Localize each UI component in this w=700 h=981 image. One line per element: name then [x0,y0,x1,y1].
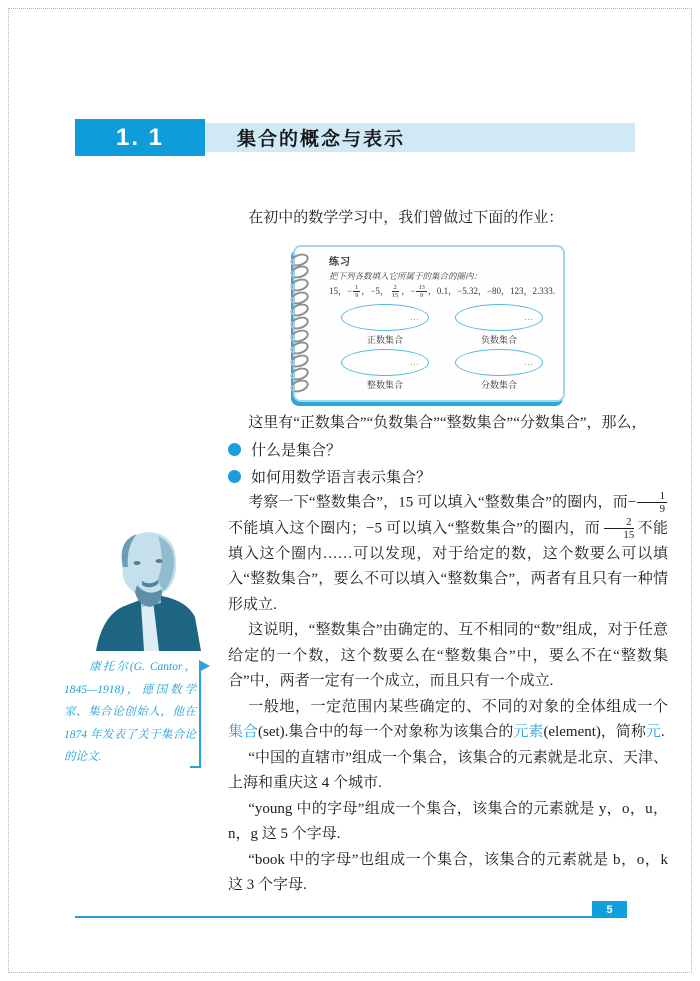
page-number-badge: 5 [592,901,627,918]
set-ovals-grid [329,304,555,391]
body-paragraph: “中国的直辖市”组成一个集合，该集合的元素就是北京、天津、上海和重庆这 4 个城市. [228,749,668,792]
intro-paragraph: 在初中的数学学习中，我们曾做过下面的作业： [248,210,564,226]
exercise-notebook-card [293,245,565,402]
set-cell [341,304,429,346]
body-paragraph: 这说明，“整数集合”由确定的、互不相同的“数”组成，对于任意给定的一个数，这个数要么在“整数集合”中，要么不在“整数集合”中，两者一定有一个成立，而且只有一个成立. [228,622,668,690]
question-text: 如何用数学语言表示集合？ [251,470,432,486]
section-header [75,119,635,156]
set-cell [455,304,543,346]
cantor-caption-text: 康托尔(G. Cantor，1845—1918)，德国数学家、集合论创始人，他在 1874 年发表了关于集合论的论文. [64,661,196,763]
set-label: 负数集合 [480,335,517,346]
body-paragraph: “young 中的字母”组成一个集合，该集合的元素就是 y，o，u，n，g 这 5 个字母. [228,800,668,843]
body-paragraph: “book 中的字母”也组成一个集合，该集合的元素就是 b，o，k 这 3 个字母. [228,851,668,894]
set-oval [455,349,543,376]
set-cell [455,349,543,391]
bullet-dot-icon [228,443,241,456]
set-label: 分数集合 [480,380,517,391]
footer-rule [75,916,592,918]
section-number: 1. 1 [75,119,205,156]
set-cell [341,349,429,391]
set-oval [341,349,429,376]
cantor-portrait-image [88,521,206,651]
cantor-caption [64,656,196,769]
exercise-instruction: 把下列各数填入它所属于的集合的圈内： [329,270,483,281]
set-oval [455,304,543,331]
set-oval [341,304,429,331]
set-label: 正数集合 [366,335,403,346]
bullet-dot-icon [228,470,241,483]
spiral-binding-icon [290,254,309,393]
question-text: 什么是集合？ [251,443,342,459]
caption-bracket-flag-icon [199,661,201,768]
bridge-paragraph: 这里有“正数集合”“负数集合”“整数集合”“分数集合”，那么， [248,414,647,431]
main-text-column [228,206,668,899]
oval-ellipsis: … [410,311,419,322]
exercise-title: 练习 [329,256,351,268]
question-row [228,463,668,490]
set-label: 整数集合 [366,380,403,391]
oval-ellipsis: … [524,356,533,367]
body-paragraph: 考察一下“整数集合”，15 可以填入“整数集合”的圈内，而− $\frac{1}{9}$ 不能填入这个圈内；−5 可以填入“整数集合”的圈内，而 $\frac{2}{15}$ 不能填入这个圈内……可以发现，对于给定的数，这个数要么可以填入“整数集合”，要么不可以填入“整数集合”，两者有且只有一种情形成立. [228,490,668,613]
question-row [228,436,668,463]
notebook-content [329,253,555,395]
exercise-numbers: 15，− $\frac{1}{9}$ ，−5， $\frac{2}{15}$ ，− $\frac{13}{9}$ ，0.1，−5.32，−80，123，2.333. [329,283,556,299]
oval-ellipsis: … [524,311,533,322]
section-title: 集合的概念与表示 [237,129,406,150]
oval-ellipsis: … [410,356,419,367]
body-paragraph: 一般地，一定范围内某些确定的、不同的对象的全体组成一个集合(set).集合中的每一个对象称为该集合的元素(element)，简称元. [228,698,668,741]
